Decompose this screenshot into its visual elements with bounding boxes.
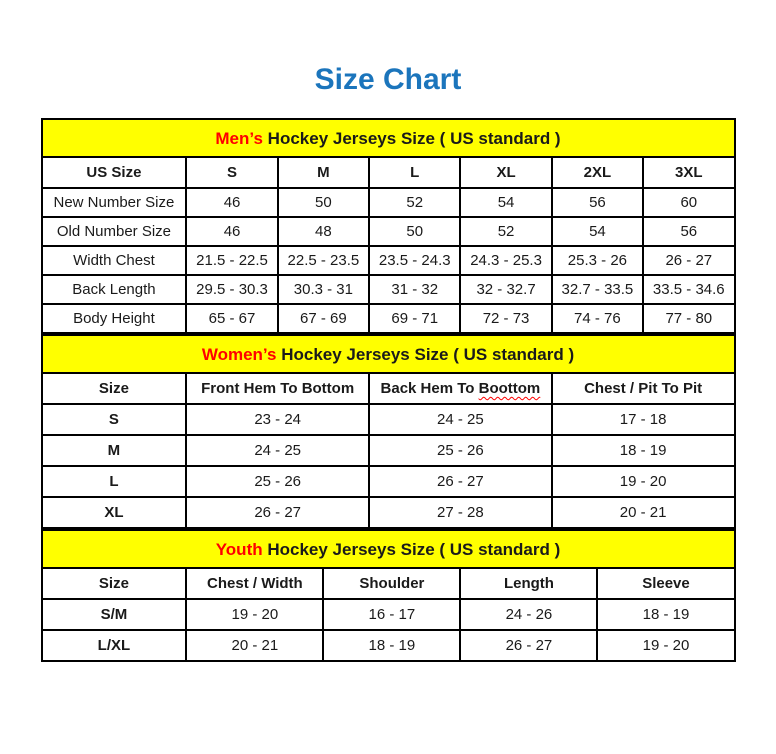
mens-section-header-band [41, 118, 736, 156]
youth-size-table [41, 567, 736, 662]
value-cell: 50 [369, 217, 460, 246]
row-label: M [42, 435, 187, 466]
value-cell: 19 - 20 [552, 466, 735, 497]
value-cell: 24.3 - 25.3 [460, 246, 551, 275]
mens-section-header-text: Hockey Jerseys Size ( US standard ) [267, 129, 561, 148]
value-cell: 65 - 67 [186, 304, 277, 333]
row-label: New Number Size [42, 188, 187, 217]
header-row [42, 157, 735, 188]
value-cell: 26 - 27 [643, 246, 734, 275]
value-cell: 17 - 18 [552, 404, 735, 435]
value-cell: 52 [369, 188, 460, 217]
womens-section-header-highlight: Women’s [201, 345, 277, 364]
mens-section [41, 118, 736, 334]
row-label: L [42, 466, 187, 497]
value-cell: 60 [643, 188, 734, 217]
value-cell: 19 - 20 [186, 599, 323, 630]
value-cell: 20 - 21 [552, 497, 735, 528]
value-cell: 18 - 19 [597, 599, 734, 630]
column-header: Sleeve [597, 568, 734, 599]
value-cell: 29.5 - 30.3 [186, 275, 277, 304]
header-row [42, 373, 735, 404]
value-cell: 52 [460, 217, 551, 246]
value-cell: 19 - 20 [597, 630, 734, 661]
value-cell: 56 [552, 188, 643, 217]
table-row [42, 188, 735, 217]
womens-section-header-text: Hockey Jerseys Size ( US standard ) [281, 345, 575, 364]
column-header: Shoulder [323, 568, 460, 599]
table-row [42, 275, 735, 304]
misspelled-word: Boottom [478, 380, 541, 397]
value-cell: 23.5 - 24.3 [369, 246, 460, 275]
value-cell: 23 - 24 [186, 404, 369, 435]
table-row [42, 497, 735, 528]
value-cell: 50 [278, 188, 369, 217]
table-row [42, 599, 735, 630]
value-cell: 74 - 76 [552, 304, 643, 333]
value-cell: 27 - 28 [369, 497, 552, 528]
row-label: XL [42, 497, 187, 528]
row-label: L/XL [42, 630, 187, 661]
youth-section [41, 529, 736, 662]
value-cell: 21.5 - 22.5 [186, 246, 277, 275]
youth-section-header-band [41, 529, 736, 567]
value-cell: 33.5 - 34.6 [643, 275, 734, 304]
column-header: 2XL [552, 157, 643, 188]
value-cell: 72 - 73 [460, 304, 551, 333]
table-row [42, 304, 735, 333]
column-header: US Size [42, 157, 187, 188]
value-cell: 24 - 25 [186, 435, 369, 466]
row-label: S [42, 404, 187, 435]
column-header: Front Hem To Bottom [186, 373, 369, 404]
column-header [369, 373, 552, 404]
value-cell: 30.3 - 31 [278, 275, 369, 304]
value-cell: 25 - 26 [369, 435, 552, 466]
table-row [42, 466, 735, 497]
size-chart-table-group [41, 118, 736, 662]
value-cell: 32.7 - 33.5 [552, 275, 643, 304]
value-cell: 54 [552, 217, 643, 246]
column-header: Size [42, 568, 187, 599]
womens-section [41, 334, 736, 529]
column-header: Length [460, 568, 597, 599]
column-header: Chest / Width [186, 568, 323, 599]
value-cell: 25.3 - 26 [552, 246, 643, 275]
table-row [42, 246, 735, 275]
column-header-text: Back Hem To [380, 380, 479, 397]
value-cell: 46 [186, 188, 277, 217]
value-cell: 69 - 71 [369, 304, 460, 333]
value-cell: 26 - 27 [460, 630, 597, 661]
table-row [42, 404, 735, 435]
value-cell: 22.5 - 23.5 [278, 246, 369, 275]
value-cell: 18 - 19 [552, 435, 735, 466]
row-label: Old Number Size [42, 217, 187, 246]
row-label: S/M [42, 599, 187, 630]
youth-section-header-highlight: Youth [215, 540, 263, 559]
value-cell: 77 - 80 [643, 304, 734, 333]
value-cell: 16 - 17 [323, 599, 460, 630]
value-cell: 20 - 21 [186, 630, 323, 661]
value-cell: 31 - 32 [369, 275, 460, 304]
value-cell: 46 [186, 217, 277, 246]
value-cell: 56 [643, 217, 734, 246]
table-row [42, 435, 735, 466]
column-header: XL [460, 157, 551, 188]
value-cell: 24 - 26 [460, 599, 597, 630]
page-title: Size Chart [314, 63, 462, 96]
row-label: Width Chest [42, 246, 187, 275]
column-header: M [278, 157, 369, 188]
mens-size-table [41, 156, 736, 334]
value-cell: 54 [460, 188, 551, 217]
mens-section-header-highlight: Men’s [215, 129, 263, 148]
column-header: Chest / Pit To Pit [552, 373, 735, 404]
value-cell: 48 [278, 217, 369, 246]
value-cell: 24 - 25 [369, 404, 552, 435]
value-cell: 26 - 27 [369, 466, 552, 497]
row-label: Back Length [42, 275, 187, 304]
value-cell: 18 - 19 [323, 630, 460, 661]
column-header: Size [42, 373, 187, 404]
table-row [42, 630, 735, 661]
column-header: 3XL [643, 157, 734, 188]
womens-section-header-band [41, 334, 736, 372]
column-header: S [186, 157, 277, 188]
value-cell: 25 - 26 [186, 466, 369, 497]
value-cell: 26 - 27 [186, 497, 369, 528]
value-cell: 67 - 69 [278, 304, 369, 333]
header-row [42, 568, 735, 599]
column-header: L [369, 157, 460, 188]
row-label: Body Height [42, 304, 187, 333]
table-row [42, 217, 735, 246]
value-cell: 32 - 32.7 [460, 275, 551, 304]
youth-section-header-text: Hockey Jerseys Size ( US standard ) [267, 540, 561, 559]
womens-size-table [41, 372, 736, 529]
